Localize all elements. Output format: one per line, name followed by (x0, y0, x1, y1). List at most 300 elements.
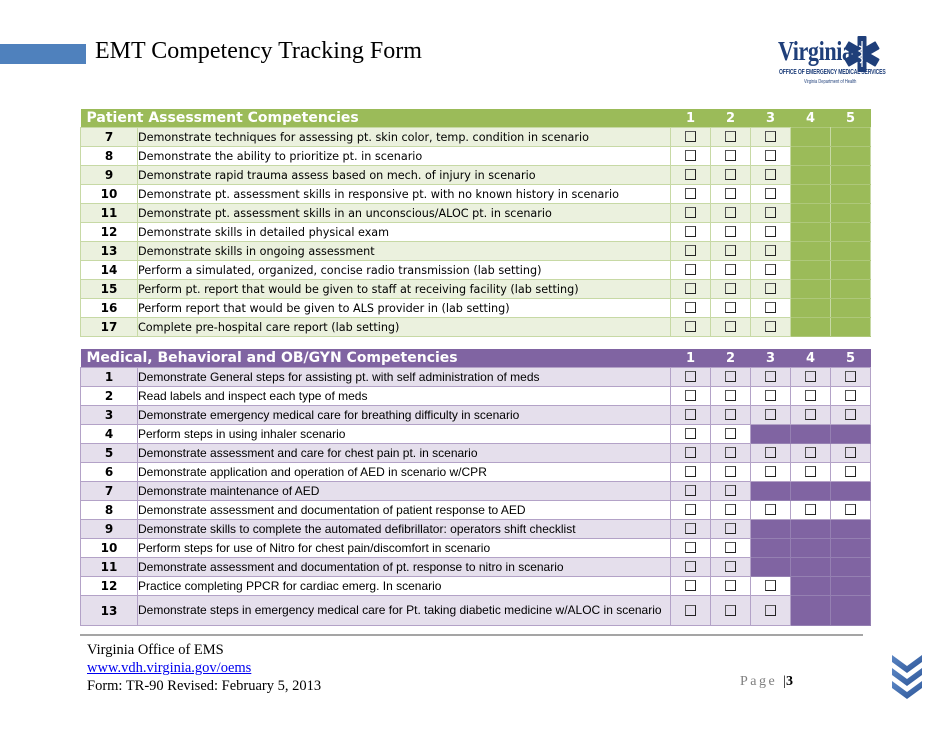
attempt-1-cell (671, 128, 711, 147)
attempt-2-cell (711, 204, 751, 223)
unavailable-cell (791, 520, 831, 539)
attempt-5-cell (831, 406, 871, 425)
attempt-4-cell (791, 444, 831, 463)
attempt-2-checkbox[interactable] (725, 245, 736, 256)
attempt-1-cell (671, 406, 711, 425)
unavailable-cell (831, 185, 871, 204)
attempt-1-cell (671, 318, 711, 337)
attempt-3-cell (751, 318, 791, 337)
row-number: 13 (81, 242, 138, 261)
table-row (81, 387, 871, 406)
attempt-1-checkbox[interactable] (685, 131, 696, 142)
competency-description: Demonstrate skills to complete the automated defibrillator: operators shift checklist (138, 520, 671, 539)
competency-description: Demonstrate the ability to prioritize pt. in scenario (138, 147, 671, 166)
attempt-5-cell (831, 444, 871, 463)
unavailable-cell (831, 558, 871, 577)
attempt-2-cell (711, 501, 751, 520)
attempt-2-cell (711, 596, 751, 626)
attempt-3-checkbox[interactable] (765, 207, 776, 218)
unavailable-cell (791, 223, 831, 242)
row-number: 11 (81, 204, 138, 223)
column-header-5: 5 (831, 109, 871, 128)
attempt-2-checkbox[interactable] (725, 302, 736, 313)
unavailable-cell (791, 577, 831, 596)
unavailable-cell (751, 520, 791, 539)
attempt-2-cell (711, 482, 751, 501)
unavailable-cell (791, 147, 831, 166)
attempt-2-checkbox[interactable] (725, 605, 736, 616)
competency-description: Perform steps for use of Nitro for chest pain/discomfort in scenario (138, 539, 671, 558)
table-row (81, 280, 871, 299)
row-number: 12 (81, 577, 138, 596)
attempt-2-checkbox[interactable] (725, 466, 736, 477)
logo-wordmark: Virginia (778, 36, 853, 66)
medical-behavioral-table (80, 349, 871, 626)
attempt-3-checkbox[interactable] (765, 371, 776, 382)
competency-description: Demonstrate assessment and care for chest pain pt. in scenario (138, 444, 671, 463)
attempt-2-cell (711, 444, 751, 463)
attempt-1-checkbox[interactable] (685, 504, 696, 515)
unavailable-cell (791, 280, 831, 299)
attempt-3-cell (751, 223, 791, 242)
unavailable-cell (791, 539, 831, 558)
unavailable-cell (831, 577, 871, 596)
row-number: 9 (81, 166, 138, 185)
attempt-1-cell (671, 166, 711, 185)
attempt-4-checkbox[interactable] (805, 504, 816, 515)
table-row (81, 558, 871, 577)
attempt-5-checkbox[interactable] (845, 466, 856, 477)
attempt-2-cell (711, 539, 751, 558)
row-number: 4 (81, 425, 138, 444)
unavailable-cell (831, 223, 871, 242)
attempt-3-checkbox[interactable] (765, 226, 776, 237)
column-header-4: 4 (791, 349, 831, 368)
star-of-life-icon (842, 34, 882, 74)
attempt-3-checkbox[interactable] (765, 169, 776, 180)
attempt-2-cell (711, 128, 751, 147)
table-row (81, 406, 871, 425)
attempt-1-cell (671, 223, 711, 242)
attempt-3-checkbox[interactable] (765, 580, 776, 591)
attempt-1-checkbox[interactable] (685, 169, 696, 180)
attempt-1-checkbox[interactable] (685, 580, 696, 591)
attempt-3-cell (751, 147, 791, 166)
row-number: 12 (81, 223, 138, 242)
attempt-1-checkbox[interactable] (685, 466, 696, 477)
attempt-1-cell (671, 368, 711, 387)
table-row (81, 147, 871, 166)
attempt-2-checkbox[interactable] (725, 264, 736, 275)
competency-description: Read labels and inspect each type of meds (138, 387, 671, 406)
unavailable-cell (751, 425, 791, 444)
unavailable-cell (831, 242, 871, 261)
table-row (81, 368, 871, 387)
page-label: Page (740, 674, 778, 689)
section-title: Patient Assessment Competencies (81, 109, 671, 128)
column-header-2: 2 (711, 109, 751, 128)
attempt-1-cell (671, 596, 711, 626)
attempt-3-cell (751, 261, 791, 280)
virginia-oems-logo (778, 36, 888, 92)
table-row (81, 520, 871, 539)
unavailable-cell (791, 299, 831, 318)
attempt-1-checkbox[interactable] (685, 245, 696, 256)
attempt-5-checkbox[interactable] (845, 504, 856, 515)
attempt-3-checkbox[interactable] (765, 131, 776, 142)
page-indicator (740, 674, 793, 690)
attempt-1-checkbox[interactable] (685, 409, 696, 420)
table-row (81, 425, 871, 444)
attempt-1-cell (671, 204, 711, 223)
attempt-2-checkbox[interactable] (725, 150, 736, 161)
attempt-3-checkbox[interactable] (765, 245, 776, 256)
attempt-1-cell (671, 387, 711, 406)
row-number: 3 (81, 406, 138, 425)
patient-assessment-table (80, 109, 871, 337)
table-row (81, 166, 871, 185)
unavailable-cell (831, 299, 871, 318)
attempt-3-cell (751, 280, 791, 299)
footer-url-link[interactable]: www.vdh.virginia.gov/oems (87, 660, 252, 676)
attempt-4-cell (791, 463, 831, 482)
attempt-1-checkbox[interactable] (685, 371, 696, 382)
unavailable-cell (831, 147, 871, 166)
attempt-3-checkbox[interactable] (765, 390, 776, 401)
attempt-1-cell (671, 242, 711, 261)
attempt-4-cell (791, 501, 831, 520)
attempt-3-cell (751, 387, 791, 406)
attempt-3-cell (751, 444, 791, 463)
attempt-1-checkbox[interactable] (685, 561, 696, 572)
attempt-3-checkbox[interactable] (765, 321, 776, 332)
competency-description: Demonstrate application and operation of AED in scenario w/CPR (138, 463, 671, 482)
attempt-2-checkbox[interactable] (725, 485, 736, 496)
attempt-2-cell (711, 463, 751, 482)
unavailable-cell (831, 318, 871, 337)
competency-description: Demonstrate pt. assessment skills in responsive pt. with no known history in scenario (138, 185, 671, 204)
attempt-2-cell (711, 223, 751, 242)
attempt-5-cell (831, 368, 871, 387)
competency-description: Demonstrate assessment and documentation of patient response to AED (138, 501, 671, 520)
page-number: 3 (786, 674, 794, 689)
unavailable-cell (831, 482, 871, 501)
attempt-2-cell (711, 406, 751, 425)
attempt-2-cell (711, 425, 751, 444)
row-number: 13 (81, 596, 138, 626)
unavailable-cell (831, 128, 871, 147)
attempt-4-cell (791, 406, 831, 425)
attempt-2-checkbox[interactable] (725, 390, 736, 401)
attempt-2-cell (711, 520, 751, 539)
column-header-4: 4 (791, 109, 831, 128)
table-row (81, 482, 871, 501)
attempt-2-checkbox[interactable] (725, 188, 736, 199)
attempt-3-checkbox[interactable] (765, 447, 776, 458)
attempt-2-checkbox[interactable] (725, 371, 736, 382)
attempt-4-checkbox[interactable] (805, 390, 816, 401)
competency-description: Demonstrate General steps for assisting pt. with self administration of meds (138, 368, 671, 387)
table-row (81, 299, 871, 318)
attempt-2-checkbox[interactable] (725, 523, 736, 534)
table-row (81, 463, 871, 482)
competency-description: Demonstrate steps in emergency medical care for Pt. taking diabetic medicine w/ALOC in scenario (138, 596, 671, 626)
attempt-1-cell (671, 280, 711, 299)
attempt-1-checkbox[interactable] (685, 542, 696, 553)
row-number: 8 (81, 147, 138, 166)
competency-description: Perform pt. report that would be given to staff at receiving facility (lab setting) (138, 280, 671, 299)
attempt-2-checkbox[interactable] (725, 542, 736, 553)
competency-description: Demonstrate skills in detailed physical exam (138, 223, 671, 242)
logo-subtitle: OFFICE OF EMERGENCY MEDICAL SERVICES (779, 69, 886, 76)
attempt-2-checkbox[interactable] (725, 131, 736, 142)
unavailable-cell (791, 166, 831, 185)
row-number: 6 (81, 463, 138, 482)
competency-description: Demonstrate emergency medical care for breathing difficulty in scenario (138, 406, 671, 425)
attempt-4-cell (791, 368, 831, 387)
competency-description: Demonstrate maintenance of AED (138, 482, 671, 501)
row-number: 10 (81, 185, 138, 204)
footer (87, 641, 321, 695)
attempt-1-cell (671, 577, 711, 596)
attempt-3-checkbox[interactable] (765, 504, 776, 515)
attempt-2-checkbox[interactable] (725, 409, 736, 420)
attempt-1-cell (671, 539, 711, 558)
logo-department: Virginia Department of Health (804, 79, 857, 85)
row-number: 1 (81, 368, 138, 387)
attempt-3-checkbox[interactable] (765, 302, 776, 313)
competency-description: Perform report that would be given to ALS provider in (lab setting) (138, 299, 671, 318)
attempt-4-checkbox[interactable] (805, 447, 816, 458)
unavailable-cell (791, 482, 831, 501)
unavailable-cell (791, 204, 831, 223)
page-separator: | (783, 674, 787, 689)
attempt-3-checkbox[interactable] (765, 264, 776, 275)
chevrons-down-icon (892, 655, 922, 700)
title-accent-bar (0, 44, 86, 64)
attempt-3-cell (751, 242, 791, 261)
attempt-2-checkbox[interactable] (725, 447, 736, 458)
attempt-5-checkbox[interactable] (845, 409, 856, 420)
attempt-3-cell (751, 299, 791, 318)
attempt-3-cell (751, 166, 791, 185)
row-number: 11 (81, 558, 138, 577)
attempt-1-checkbox[interactable] (685, 302, 696, 313)
attempt-1-cell (671, 558, 711, 577)
attempt-2-checkbox[interactable] (725, 428, 736, 439)
attempt-1-checkbox[interactable] (685, 390, 696, 401)
footer-org: Virginia Office of EMS (87, 642, 224, 658)
attempt-5-checkbox[interactable] (845, 371, 856, 382)
attempt-2-cell (711, 185, 751, 204)
table-row (81, 223, 871, 242)
attempt-1-checkbox[interactable] (685, 150, 696, 161)
table-row (81, 596, 871, 626)
attempt-3-checkbox[interactable] (765, 409, 776, 420)
attempt-1-cell (671, 425, 711, 444)
attempt-3-checkbox[interactable] (765, 605, 776, 616)
row-number: 16 (81, 299, 138, 318)
attempt-1-cell (671, 147, 711, 166)
table-row (81, 444, 871, 463)
competency-description: Complete pre-hospital care report (lab setting) (138, 318, 671, 337)
attempt-3-cell (751, 596, 791, 626)
column-header-1: 1 (671, 349, 711, 368)
column-header-2: 2 (711, 349, 751, 368)
row-number: 2 (81, 387, 138, 406)
unavailable-cell (791, 242, 831, 261)
attempt-1-cell (671, 261, 711, 280)
unavailable-cell (791, 185, 831, 204)
attempt-2-cell (711, 280, 751, 299)
competency-description: Demonstrate techniques for assessing pt. skin color, temp. condition in scenario (138, 128, 671, 147)
attempt-2-cell (711, 368, 751, 387)
attempt-2-cell (711, 299, 751, 318)
unavailable-cell (831, 261, 871, 280)
attempt-4-cell (791, 387, 831, 406)
unavailable-cell (831, 425, 871, 444)
attempt-1-cell (671, 185, 711, 204)
attempt-2-checkbox[interactable] (725, 226, 736, 237)
footer-divider (80, 634, 863, 636)
table-row (81, 539, 871, 558)
attempt-3-cell (751, 128, 791, 147)
row-number: 15 (81, 280, 138, 299)
unavailable-cell (751, 482, 791, 501)
unavailable-cell (791, 261, 831, 280)
unavailable-cell (791, 128, 831, 147)
table-row (81, 185, 871, 204)
unavailable-cell (751, 558, 791, 577)
unavailable-cell (831, 520, 871, 539)
attempt-2-checkbox[interactable] (725, 504, 736, 515)
unavailable-cell (751, 539, 791, 558)
attempt-1-cell (671, 463, 711, 482)
attempt-3-cell (751, 463, 791, 482)
attempt-2-cell (711, 147, 751, 166)
unavailable-cell (791, 318, 831, 337)
page-title: EMT Competency Tracking Form (95, 38, 422, 64)
attempt-3-cell (751, 577, 791, 596)
attempt-2-checkbox[interactable] (725, 169, 736, 180)
unavailable-cell (831, 204, 871, 223)
footer-form-revision: Form: TR-90 Revised: February 5, 2013 (87, 678, 322, 694)
table-row (81, 261, 871, 280)
attempt-3-cell (751, 406, 791, 425)
attempt-4-checkbox[interactable] (805, 466, 816, 477)
attempt-1-checkbox[interactable] (685, 447, 696, 458)
attempt-1-cell (671, 482, 711, 501)
attempt-2-cell (711, 166, 751, 185)
attempt-1-checkbox[interactable] (685, 226, 696, 237)
attempt-2-checkbox[interactable] (725, 561, 736, 572)
attempt-5-cell (831, 501, 871, 520)
attempt-1-cell (671, 520, 711, 539)
attempt-1-cell (671, 501, 711, 520)
attempt-1-cell (671, 299, 711, 318)
attempt-2-cell (711, 387, 751, 406)
table-row (81, 318, 871, 337)
table-row (81, 204, 871, 223)
competency-description: Demonstrate rapid trauma assess based on mech. of injury in scenario (138, 166, 671, 185)
attempt-5-cell (831, 387, 871, 406)
attempt-2-cell (711, 261, 751, 280)
section-title: Medical, Behavioral and OB/GYN Competencies (81, 349, 671, 368)
column-header-5: 5 (831, 349, 871, 368)
attempt-1-checkbox[interactable] (685, 283, 696, 294)
attempt-1-checkbox[interactable] (685, 523, 696, 534)
row-number: 7 (81, 482, 138, 501)
attempt-3-checkbox[interactable] (765, 466, 776, 477)
attempt-1-checkbox[interactable] (685, 428, 696, 439)
attempt-3-checkbox[interactable] (765, 150, 776, 161)
attempt-5-checkbox[interactable] (845, 390, 856, 401)
row-number: 7 (81, 128, 138, 147)
unavailable-cell (831, 280, 871, 299)
attempt-2-cell (711, 318, 751, 337)
unavailable-cell (831, 166, 871, 185)
row-number: 9 (81, 520, 138, 539)
table-row (81, 577, 871, 596)
attempt-5-cell (831, 463, 871, 482)
attempt-1-cell (671, 444, 711, 463)
attempt-3-cell (751, 185, 791, 204)
unavailable-cell (831, 539, 871, 558)
attempt-2-cell (711, 577, 751, 596)
attempt-1-checkbox[interactable] (685, 605, 696, 616)
table-row (81, 128, 871, 147)
unavailable-cell (831, 596, 871, 626)
attempt-3-cell (751, 368, 791, 387)
unavailable-cell (791, 558, 831, 577)
attempt-3-checkbox[interactable] (765, 283, 776, 294)
row-number: 14 (81, 261, 138, 280)
competency-description: Demonstrate pt. assessment skills in an unconscious/ALOC pt. in scenario (138, 204, 671, 223)
attempt-2-checkbox[interactable] (725, 283, 736, 294)
attempt-3-checkbox[interactable] (765, 188, 776, 199)
attempt-1-checkbox[interactable] (685, 188, 696, 199)
column-header-3: 3 (751, 349, 791, 368)
unavailable-cell (791, 596, 831, 626)
attempt-4-checkbox[interactable] (805, 409, 816, 420)
attempt-5-checkbox[interactable] (845, 447, 856, 458)
table-row (81, 501, 871, 520)
attempt-2-checkbox[interactable] (725, 580, 736, 591)
row-number: 5 (81, 444, 138, 463)
row-number: 8 (81, 501, 138, 520)
attempt-2-cell (711, 242, 751, 261)
attempt-2-checkbox[interactable] (725, 207, 736, 218)
table-row (81, 242, 871, 261)
attempt-1-checkbox[interactable] (685, 485, 696, 496)
unavailable-cell (791, 425, 831, 444)
column-header-1: 1 (671, 109, 711, 128)
competency-description: Demonstrate skills in ongoing assessment (138, 242, 671, 261)
competency-description: Perform steps in using inhaler scenario (138, 425, 671, 444)
attempt-1-checkbox[interactable] (685, 207, 696, 218)
competency-description: Perform a simulated, organized, concise radio transmission (lab setting) (138, 261, 671, 280)
attempt-3-cell (751, 501, 791, 520)
row-number: 17 (81, 318, 138, 337)
attempt-1-checkbox[interactable] (685, 264, 696, 275)
column-header-3: 3 (751, 109, 791, 128)
competency-description: Practice completing PPCR for cardiac emerg. In scenario (138, 577, 671, 596)
competency-description: Demonstrate assessment and documentation of pt. response to nitro in scenario (138, 558, 671, 577)
row-number: 10 (81, 539, 138, 558)
attempt-2-checkbox[interactable] (725, 321, 736, 332)
attempt-4-checkbox[interactable] (805, 371, 816, 382)
attempt-1-checkbox[interactable] (685, 321, 696, 332)
